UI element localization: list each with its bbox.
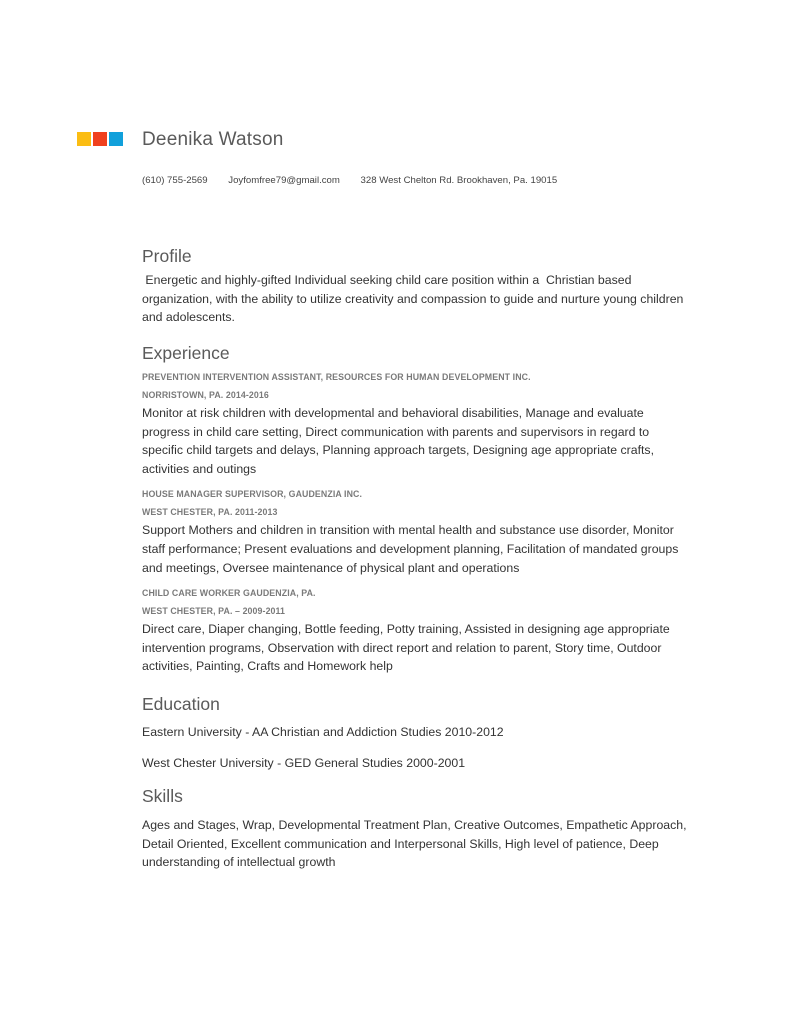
job-title: CHILD CARE WORKER GAUDENZIA, PA. <box>142 588 316 599</box>
education-item: Eastern University - AA Christian and Addiction Studies 2010-2012 <box>142 725 504 739</box>
job-description: Monitor at risk children with developmental and behavioral disabilities, Manage and evaluate progress in child care setting, Direct communication with parents and supervisors in regard to specific child targets and delays, Planning approach targets, Designing age appropriate crafts, activities and outings <box>142 406 654 476</box>
job-description: Support Mothers and children in transition with mental health and substance use disorder, Monitor staff performance; Present evaluations and development planning, Facilitation of mandated groups and meetings, Oversee maintenance of physical plant and operations <box>142 523 679 575</box>
phone: (610) 755-2569 <box>142 175 208 186</box>
education-item: West Chester University - GED General Studies 2000-2001 <box>142 756 466 770</box>
candidate-name: Deenika Watson <box>142 129 284 150</box>
job-title: HOUSE MANAGER SUPERVISOR, GAUDENZIA INC. <box>142 489 363 500</box>
job-description: Direct care, Diaper changing, Bottle feeding, Potty training, Assisted in designing age appropriate intervention programs, Observation with direct report and relation to parent, Story time, Outdoor activities, Painting, Crafts and Homework help <box>142 622 670 674</box>
experience-section <box>142 343 687 676</box>
logo-square-red <box>93 132 107 146</box>
job-title: PREVENTION INTERVENTION ASSISTANT, RESOURCES FOR HUMAN DEVELOPMENT INC. <box>142 372 531 382</box>
skills-heading: Skills <box>142 786 183 806</box>
profile-heading: Profile <box>142 246 192 266</box>
job-location: NORRISTOWN, PA. 2014-2016 <box>142 389 269 400</box>
education-section <box>142 694 687 770</box>
job-location: WEST CHESTER, PA. – 2009-2011 <box>142 605 286 616</box>
profile-text: Energetic and highly-gifted Individual seeking child care position within a Christian based organization, with the ability to utilize creativity and compassion to guide and nurture young children and adolescents. <box>142 273 687 325</box>
logo-square-blue <box>109 132 123 146</box>
job-entry <box>142 585 687 676</box>
logo-square-yellow <box>77 132 91 146</box>
job-entry <box>142 369 687 478</box>
job-entry <box>142 486 687 577</box>
skills-section <box>142 786 694 872</box>
skills-text: Ages and Stages, Wrap, Developmental Treatment Plan, Creative Outcomes, Empathetic Approach, Detail Oriented, Excellent communication and Interpersonal Skills, High level of patience, Deep understanding of intellectual growth <box>142 818 694 870</box>
email: Joyfomfree79@gmail.com <box>228 175 340 186</box>
address: 328 West Chelton Rd. Brookhaven, Pa. 19015 <box>360 175 558 186</box>
profile-section <box>142 246 687 327</box>
logo-squares <box>77 132 123 146</box>
job-location: WEST CHESTER, PA. 2011-2013 <box>142 506 278 517</box>
education-heading: Education <box>142 694 220 714</box>
contact-line <box>142 175 575 186</box>
experience-heading: Experience <box>142 343 230 363</box>
